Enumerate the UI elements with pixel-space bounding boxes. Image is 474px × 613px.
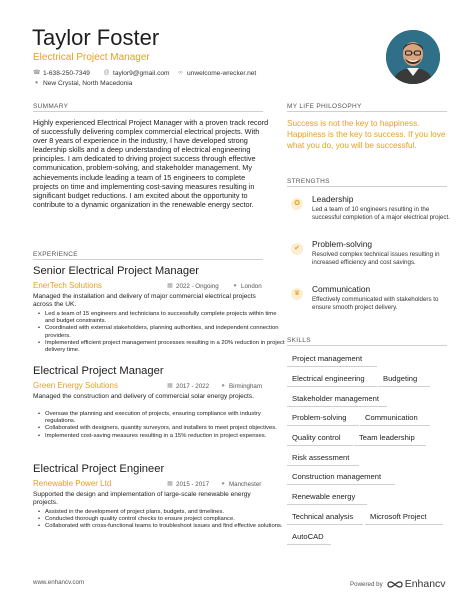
job-bullets bbox=[33, 311, 285, 354]
experience-heading: EXPERIENCE bbox=[33, 251, 78, 258]
strength-description: Effectively communicated with stakeholders to ensure smooth project delivery. bbox=[312, 296, 439, 311]
summary-divider bbox=[33, 111, 263, 112]
job-location-text: Birmingham bbox=[229, 383, 263, 390]
job-company: Renewable Power Ltd bbox=[33, 479, 112, 488]
skills-heading: SKILLS bbox=[287, 337, 311, 344]
job-company: EnerTech Solutions bbox=[33, 281, 102, 290]
skill-tag: Stakeholder management bbox=[292, 394, 379, 403]
website-contact bbox=[177, 70, 256, 77]
strength-title: Leadership bbox=[312, 194, 354, 204]
strength-description: Resolved complex technical issues resulting in increased efficiency and cost savings. bbox=[312, 251, 440, 266]
job-title: Electrical Project Engineer bbox=[33, 463, 165, 475]
skills-divider bbox=[287, 345, 447, 346]
philosophy-heading: MY LIFE PHILOSOPHY bbox=[287, 103, 362, 110]
profile-photo-image bbox=[386, 30, 440, 84]
skill-tag: Project management bbox=[292, 354, 363, 363]
job-dates-text: 2022 - Ongoing bbox=[176, 283, 219, 290]
job-title: Electrical Project Manager bbox=[33, 365, 164, 377]
job-dates-text: 2017 - 2022 bbox=[176, 383, 210, 390]
job-bullet: • Implemented efficient project management processes resulting in a 20% reduction in project delivery time. bbox=[45, 340, 285, 354]
skill-underline bbox=[287, 406, 387, 407]
enhancv-brand-text: Enhancv bbox=[404, 578, 446, 590]
skill-underline bbox=[287, 386, 377, 387]
calendar-icon: ▦ bbox=[167, 283, 173, 289]
skill-underline bbox=[354, 445, 426, 446]
skill-underline bbox=[287, 524, 363, 525]
skill-tag: Electrical engineering bbox=[292, 374, 365, 383]
job-company: Green Energy Solutions bbox=[33, 381, 118, 390]
job-bullet: • Implemented cost-saving measures resulting in a 15% reduction in project expenses. bbox=[45, 433, 285, 440]
job-bullet: • Conducted thorough quality control checks to ensure project compliance. bbox=[45, 516, 285, 523]
job-location-text: London bbox=[241, 283, 262, 290]
email-text: taylor9@gmail.com bbox=[113, 70, 170, 77]
phone-icon: ☎ bbox=[33, 70, 41, 76]
job-description: Supported the design and implementation of large-scale renewable energy projects. bbox=[33, 491, 251, 507]
skill-underline bbox=[287, 484, 395, 485]
job-bullet: • Oversaw the planning and execution of projects, ensuring compliance with industry regulations. bbox=[45, 411, 285, 425]
candidate-title: Electrical Project Manager bbox=[33, 52, 150, 63]
skill-underline bbox=[378, 386, 430, 387]
location-pin-icon: ● bbox=[34, 80, 39, 86]
skill-underline bbox=[287, 544, 331, 545]
website-text: unwelcome-wrecker.net bbox=[187, 70, 257, 77]
job-location bbox=[220, 383, 262, 390]
job-bullet: • Collaborated with designers, quantity surveyors, and installers to meet project objectives. bbox=[45, 425, 285, 432]
strengths-divider bbox=[287, 186, 447, 187]
link-icon: ∞ bbox=[178, 70, 183, 76]
skill-tag: Renewable energy bbox=[292, 492, 356, 501]
enhancv-logo-icon bbox=[387, 580, 403, 589]
skill-underline bbox=[287, 504, 367, 505]
enhancv-logo bbox=[387, 578, 446, 590]
job-bullet: • Collaborated with cross-functional teams to troubleshoot issues and find effective solutions. bbox=[45, 523, 285, 530]
calendar-icon: ▦ bbox=[167, 383, 173, 389]
powered-by-label: Powered by bbox=[350, 580, 383, 588]
location-pin-icon: ● bbox=[233, 283, 237, 289]
skill-underline bbox=[287, 425, 359, 426]
job-title: Senior Electrical Project Manager bbox=[33, 265, 200, 277]
skill-underline bbox=[287, 465, 359, 466]
trophy-icon: ♛ bbox=[291, 288, 303, 300]
strength-title: Communication bbox=[312, 284, 371, 294]
job-location bbox=[220, 481, 261, 488]
job-bullet: • Led a team of 15 engineers and technicians to successfully complete projects within time and budget constraints. bbox=[45, 311, 285, 325]
job-bullet: • Coordinated with external stakeholders, planning authorities, and independent connection providers. bbox=[45, 325, 285, 339]
calendar-icon: ▦ bbox=[167, 481, 173, 487]
skill-underline bbox=[360, 425, 430, 426]
location-contact bbox=[33, 80, 132, 87]
skill-tag: Problem-solving bbox=[292, 413, 347, 422]
experience-divider bbox=[33, 259, 263, 260]
footer-powered-by bbox=[350, 578, 446, 590]
job-description: Managed the construction and delivery of commercial solar energy projects. bbox=[33, 393, 255, 400]
skill-tag: Microsoft Project bbox=[370, 512, 427, 521]
at-icon: @ bbox=[103, 70, 110, 76]
location-text: New Crystal, North Macedonia bbox=[43, 80, 133, 87]
profile-photo bbox=[386, 30, 440, 84]
job-description: Managed the installation and delivery of major commercial electrical projects across the UK. bbox=[33, 293, 256, 309]
strength-title: Problem-solving bbox=[312, 239, 373, 249]
job-bullets bbox=[33, 509, 285, 531]
footer-website[interactable]: www.enhancv.com bbox=[33, 579, 85, 586]
skill-tag: Communication bbox=[365, 413, 418, 422]
skill-underline bbox=[365, 524, 443, 525]
skill-tag: AutoCAD bbox=[292, 532, 324, 541]
summary-heading: SUMMARY bbox=[33, 103, 69, 110]
phone-text: 1-638-250-7349 bbox=[43, 70, 90, 77]
strengths-heading: STRENGTHS bbox=[287, 178, 330, 185]
location-pin-icon: ● bbox=[221, 383, 225, 389]
job-bullets bbox=[33, 411, 285, 440]
summary-text: Highly experienced Electrical Project Manager with a proven track record of successfully delivering complex commercial electrical projects. With over 8 years of experience in the industry, I have developed strong leadership skills and a deep understanding of electrical engineering principles. I am dedicated to driving project success through effective communication, problem-solving, and stakeholder management. My achievements include leading a team of 15 engineers to complete projects on time and implementing cost-saving measures resulting in significant budget reductions. I am excited about the opportunity to contribute to a dynamic organization in the renewable energy sector. bbox=[33, 118, 269, 209]
skill-tag: Construction management bbox=[292, 472, 382, 481]
strength-description: Led a team of 10 engineers resulting in the successful completion of a major electrical project. bbox=[312, 206, 450, 221]
skill-tag: Risk assessment bbox=[292, 453, 350, 462]
job-bullet: • Assisted in the development of project plans, budgets, and timelines. bbox=[45, 509, 285, 516]
philosophy-divider bbox=[287, 111, 447, 112]
skill-underline bbox=[287, 366, 377, 367]
philosophy-quote: Success is not the key to happiness. Happiness is the key to success. If you love what you do, you will be successful. bbox=[287, 119, 446, 150]
award-icon: ✪ bbox=[291, 198, 303, 210]
skill-tag: Budgeting bbox=[383, 374, 418, 383]
thumbs-up-icon: ✔ bbox=[291, 243, 303, 255]
candidate-name: Taylor Foster bbox=[32, 25, 160, 50]
skill-tag: Technical analysis bbox=[292, 512, 354, 521]
skill-underline bbox=[287, 445, 353, 446]
job-dates bbox=[167, 481, 209, 488]
skill-tag: Quality control bbox=[292, 433, 341, 442]
location-pin-icon: ● bbox=[221, 481, 225, 487]
job-location-text: Manchester bbox=[229, 481, 262, 488]
phone-contact bbox=[33, 70, 90, 77]
job-dates bbox=[167, 283, 219, 290]
email-contact bbox=[103, 70, 170, 77]
job-dates-text: 2015 - 2017 bbox=[176, 481, 210, 488]
job-dates bbox=[167, 383, 209, 390]
skill-tag: Team leadership bbox=[359, 433, 415, 442]
job-location bbox=[232, 283, 262, 290]
